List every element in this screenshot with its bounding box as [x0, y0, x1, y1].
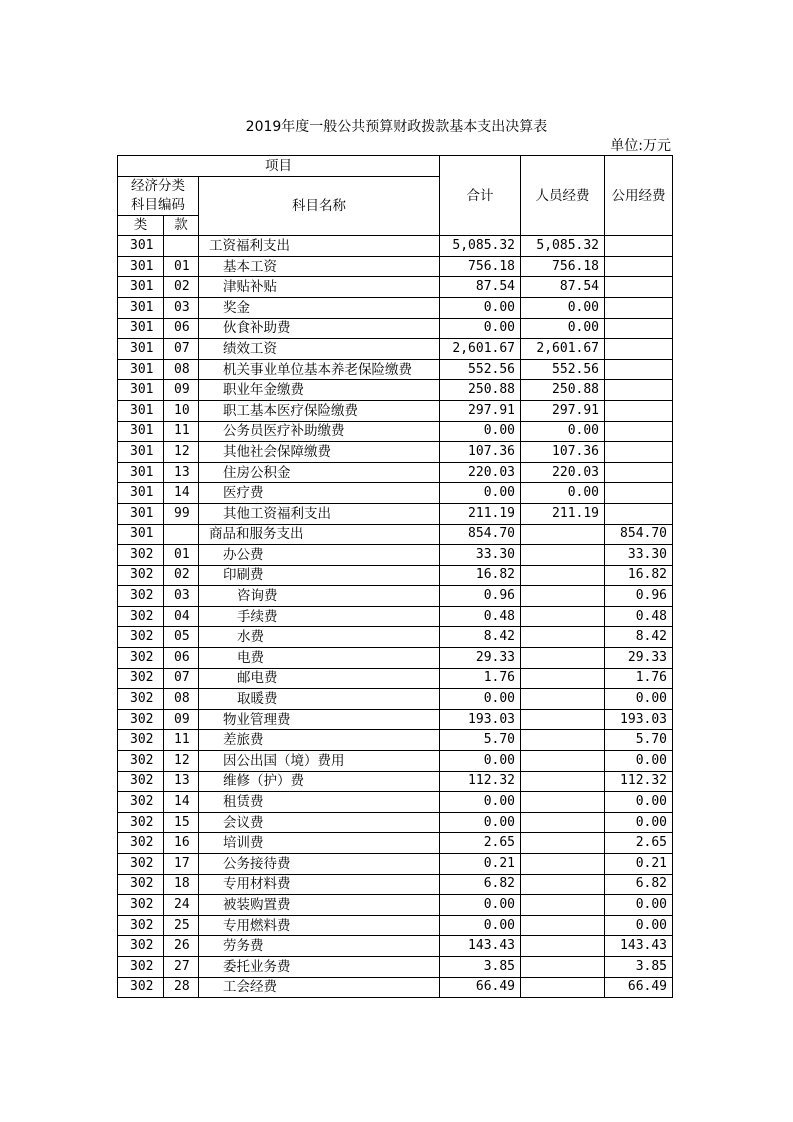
cell-item-name: 会议费	[199, 812, 440, 833]
cell-item-name: 工资福利支出	[199, 236, 440, 257]
cell-subcategory: 13	[164, 462, 199, 483]
table-row	[118, 936, 673, 957]
table-row	[118, 380, 673, 401]
cell-public	[605, 339, 673, 360]
cell-item-name: 培训费	[199, 833, 440, 854]
cell-item-name: 职工基本医疗保险缴费	[199, 400, 440, 421]
cell-personnel	[521, 586, 605, 607]
cell-subcategory: 11	[164, 730, 199, 751]
cell-total: 193.03	[440, 709, 521, 730]
table-row	[118, 668, 673, 689]
cell-subcategory: 14	[164, 792, 199, 813]
cell-subcategory: 15	[164, 812, 199, 833]
cell-item-name: 商品和服务支出	[199, 524, 440, 545]
cell-subcategory: 25	[164, 915, 199, 936]
cell-personnel: 220.03	[521, 462, 605, 483]
cell-subcategory: 10	[164, 400, 199, 421]
cell-subcategory: 05	[164, 627, 199, 648]
cell-personnel	[521, 648, 605, 669]
cell-subcategory: 14	[164, 483, 199, 504]
cell-item-name: 因公出国（境）费用	[199, 751, 440, 772]
cell-personnel	[521, 874, 605, 895]
cell-personnel: 756.18	[521, 256, 605, 277]
cell-category: 302	[118, 606, 164, 627]
cell-subcategory: 07	[164, 339, 199, 360]
cell-public: 112.32	[605, 771, 673, 792]
cell-subcategory: 02	[164, 277, 199, 298]
cell-item-name: 住房公积金	[199, 462, 440, 483]
cell-item-name: 机关事业单位基本养老保险缴费	[199, 359, 440, 380]
table-row	[118, 771, 673, 792]
cell-public	[605, 380, 673, 401]
cell-category: 302	[118, 545, 164, 566]
cell-total: 143.43	[440, 936, 521, 957]
cell-public: 0.00	[605, 915, 673, 936]
table-row	[118, 730, 673, 751]
header-code-group-line1: 经济分类	[131, 177, 185, 194]
cell-category: 302	[118, 936, 164, 957]
table-row	[118, 833, 673, 854]
cell-public	[605, 318, 673, 339]
cell-public: 2.65	[605, 833, 673, 854]
table-row	[118, 400, 673, 421]
table-row	[118, 483, 673, 504]
cell-total: 5,085.32	[440, 236, 521, 257]
cell-public: 3.85	[605, 956, 673, 977]
table-row	[118, 421, 673, 442]
header-kuan: 款	[164, 215, 199, 236]
header-code-group-line2: 科目编码	[131, 196, 185, 213]
cell-category: 302	[118, 977, 164, 998]
cell-subcategory: 12	[164, 442, 199, 463]
cell-total: 3.85	[440, 956, 521, 977]
cell-category: 301	[118, 483, 164, 504]
cell-item-name: 职业年金缴费	[199, 380, 440, 401]
cell-category: 302	[118, 586, 164, 607]
cell-subcategory: 09	[164, 709, 199, 730]
table-row	[118, 339, 673, 360]
cell-subcategory: 24	[164, 895, 199, 916]
table-row	[118, 236, 673, 257]
cell-personnel	[521, 689, 605, 710]
cell-item-name: 印刷费	[199, 565, 440, 586]
table-row	[118, 256, 673, 277]
table-row	[118, 977, 673, 998]
cell-total: 5.70	[440, 730, 521, 751]
cell-personnel	[521, 977, 605, 998]
cell-total: 756.18	[440, 256, 521, 277]
cell-public: 33.30	[605, 545, 673, 566]
cell-total: 0.00	[440, 483, 521, 504]
cell-subcategory: 99	[164, 503, 199, 524]
cell-total: 0.00	[440, 421, 521, 442]
table-row	[118, 689, 673, 710]
cell-category: 302	[118, 668, 164, 689]
table-row	[118, 792, 673, 813]
cell-item-name: 绩效工资	[199, 339, 440, 360]
cell-total: 0.48	[440, 606, 521, 627]
cell-subcategory: 02	[164, 565, 199, 586]
table-row	[118, 565, 673, 586]
cell-personnel	[521, 606, 605, 627]
cell-subcategory: 07	[164, 668, 199, 689]
cell-category: 302	[118, 730, 164, 751]
cell-public	[605, 359, 673, 380]
cell-personnel: 552.56	[521, 359, 605, 380]
cell-category: 302	[118, 812, 164, 833]
table-body	[118, 156, 673, 998]
header-item: 项目	[118, 156, 440, 177]
cell-item-name: 工会经费	[199, 977, 440, 998]
cell-item-name: 伙食补助费	[199, 318, 440, 339]
header-code-group	[118, 176, 199, 215]
cell-item-name: 取暖费	[199, 689, 440, 710]
cell-total: 29.33	[440, 648, 521, 669]
cell-personnel	[521, 771, 605, 792]
cell-subcategory: 09	[164, 380, 199, 401]
cell-personnel	[521, 709, 605, 730]
cell-category: 301	[118, 400, 164, 421]
cell-subcategory: 03	[164, 586, 199, 607]
header-name: 科目名称	[199, 176, 440, 236]
cell-total: 107.36	[440, 442, 521, 463]
cell-category: 301	[118, 442, 164, 463]
cell-item-name: 被装购置费	[199, 895, 440, 916]
header-personnel: 人员经费	[521, 156, 605, 236]
budget-table	[117, 155, 673, 998]
cell-public: 0.00	[605, 792, 673, 813]
cell-total: 552.56	[440, 359, 521, 380]
cell-category: 301	[118, 277, 164, 298]
table-row	[118, 915, 673, 936]
cell-personnel: 2,601.67	[521, 339, 605, 360]
table-row	[118, 854, 673, 875]
cell-public	[605, 442, 673, 463]
cell-personnel	[521, 627, 605, 648]
cell-public	[605, 462, 673, 483]
cell-subcategory: 26	[164, 936, 199, 957]
cell-category: 301	[118, 462, 164, 483]
table-row	[118, 751, 673, 772]
cell-public	[605, 277, 673, 298]
table-row	[118, 874, 673, 895]
cell-public: 193.03	[605, 709, 673, 730]
cell-subcategory: 16	[164, 833, 199, 854]
unit-label: 单位:万元	[610, 138, 671, 154]
table-row	[118, 812, 673, 833]
cell-personnel	[521, 545, 605, 566]
cell-total: 0.00	[440, 812, 521, 833]
cell-category: 302	[118, 709, 164, 730]
cell-public: 0.00	[605, 689, 673, 710]
cell-item-name: 差旅费	[199, 730, 440, 751]
cell-total: 854.70	[440, 524, 521, 545]
cell-category: 302	[118, 833, 164, 854]
cell-personnel	[521, 565, 605, 586]
table-row	[118, 648, 673, 669]
cell-subcategory: 12	[164, 751, 199, 772]
cell-item-name: 物业管理费	[199, 709, 440, 730]
cell-personnel	[521, 895, 605, 916]
cell-subcategory	[164, 524, 199, 545]
cell-public	[605, 297, 673, 318]
cell-public: 16.82	[605, 565, 673, 586]
table-row	[118, 606, 673, 627]
cell-total: 0.21	[440, 854, 521, 875]
cell-total: 6.82	[440, 874, 521, 895]
table-title: 2019年度一般公共预算财政拨款基本支出决算表	[245, 119, 548, 135]
table-row	[118, 503, 673, 524]
cell-subcategory: 27	[164, 956, 199, 977]
cell-personnel: 211.19	[521, 503, 605, 524]
cell-public: 5.70	[605, 730, 673, 751]
cell-subcategory	[164, 236, 199, 257]
cell-total: 0.96	[440, 586, 521, 607]
cell-item-name: 咨询费	[199, 586, 440, 607]
cell-item-name: 租赁费	[199, 792, 440, 813]
cell-personnel: 5,085.32	[521, 236, 605, 257]
table-row	[118, 277, 673, 298]
cell-category: 301	[118, 256, 164, 277]
cell-personnel: 0.00	[521, 318, 605, 339]
cell-public: 0.96	[605, 586, 673, 607]
cell-item-name: 手续费	[199, 606, 440, 627]
cell-public	[605, 236, 673, 257]
header-row-1	[118, 156, 673, 177]
cell-personnel	[521, 833, 605, 854]
cell-total: 211.19	[440, 503, 521, 524]
cell-public: 0.21	[605, 854, 673, 875]
table-row	[118, 442, 673, 463]
cell-public: 0.48	[605, 606, 673, 627]
cell-total: 87.54	[440, 277, 521, 298]
header-public: 公用经费	[605, 156, 673, 236]
cell-category: 302	[118, 915, 164, 936]
cell-item-name: 办公费	[199, 545, 440, 566]
cell-subcategory: 11	[164, 421, 199, 442]
cell-subcategory: 03	[164, 297, 199, 318]
cell-public: 29.33	[605, 648, 673, 669]
cell-personnel: 0.00	[521, 421, 605, 442]
cell-personnel: 250.88	[521, 380, 605, 401]
cell-personnel: 297.91	[521, 400, 605, 421]
cell-category: 301	[118, 524, 164, 545]
cell-subcategory: 06	[164, 318, 199, 339]
cell-total: 1.76	[440, 668, 521, 689]
header-lei: 类	[118, 215, 164, 236]
cell-personnel: 0.00	[521, 297, 605, 318]
table-row	[118, 297, 673, 318]
cell-public: 0.00	[605, 895, 673, 916]
cell-item-name: 电费	[199, 648, 440, 669]
cell-personnel	[521, 956, 605, 977]
cell-item-name: 水费	[199, 627, 440, 648]
cell-category: 301	[118, 421, 164, 442]
cell-category: 302	[118, 895, 164, 916]
table-row	[118, 586, 673, 607]
cell-public: 8.42	[605, 627, 673, 648]
cell-subcategory: 01	[164, 256, 199, 277]
cell-category: 302	[118, 771, 164, 792]
cell-category: 301	[118, 359, 164, 380]
cell-total: 0.00	[440, 318, 521, 339]
table-row	[118, 524, 673, 545]
cell-public: 143.43	[605, 936, 673, 957]
cell-personnel	[521, 751, 605, 772]
cell-item-name: 邮电费	[199, 668, 440, 689]
table-row	[118, 956, 673, 977]
cell-total: 112.32	[440, 771, 521, 792]
cell-item-name: 专用燃料费	[199, 915, 440, 936]
cell-personnel	[521, 915, 605, 936]
cell-category: 301	[118, 380, 164, 401]
cell-public	[605, 400, 673, 421]
cell-personnel	[521, 668, 605, 689]
cell-category: 302	[118, 565, 164, 586]
cell-subcategory: 04	[164, 606, 199, 627]
cell-personnel: 107.36	[521, 442, 605, 463]
cell-public: 854.70	[605, 524, 673, 545]
cell-public	[605, 256, 673, 277]
cell-total: 0.00	[440, 915, 521, 936]
cell-personnel	[521, 524, 605, 545]
cell-subcategory: 28	[164, 977, 199, 998]
cell-total: 297.91	[440, 400, 521, 421]
cell-category: 302	[118, 792, 164, 813]
cell-subcategory: 08	[164, 359, 199, 380]
cell-total: 8.42	[440, 627, 521, 648]
cell-category: 301	[118, 339, 164, 360]
cell-item-name: 其他社会保障缴费	[199, 442, 440, 463]
cell-total: 0.00	[440, 297, 521, 318]
cell-item-name: 其他工资福利支出	[199, 503, 440, 524]
cell-category: 302	[118, 627, 164, 648]
cell-personnel	[521, 854, 605, 875]
cell-category: 302	[118, 874, 164, 895]
table-row	[118, 627, 673, 648]
cell-item-name: 专用材料费	[199, 874, 440, 895]
cell-public: 6.82	[605, 874, 673, 895]
cell-item-name: 公务接待费	[199, 854, 440, 875]
cell-subcategory: 18	[164, 874, 199, 895]
cell-category: 301	[118, 503, 164, 524]
table-row	[118, 895, 673, 916]
cell-total: 0.00	[440, 751, 521, 772]
cell-public	[605, 421, 673, 442]
cell-item-name: 公务员医疗补助缴费	[199, 421, 440, 442]
cell-public	[605, 483, 673, 504]
cell-subcategory: 01	[164, 545, 199, 566]
cell-item-name: 劳务费	[199, 936, 440, 957]
cell-personnel	[521, 812, 605, 833]
table-row	[118, 709, 673, 730]
cell-item-name: 津贴补贴	[199, 277, 440, 298]
cell-personnel: 0.00	[521, 483, 605, 504]
cell-total: 250.88	[440, 380, 521, 401]
cell-category: 301	[118, 318, 164, 339]
table-row	[118, 462, 673, 483]
cell-public: 0.00	[605, 812, 673, 833]
cell-item-name: 基本工资	[199, 256, 440, 277]
cell-public: 66.49	[605, 977, 673, 998]
cell-personnel	[521, 936, 605, 957]
cell-item-name: 维修（护）费	[199, 771, 440, 792]
cell-personnel	[521, 792, 605, 813]
cell-total: 0.00	[440, 792, 521, 813]
cell-category: 302	[118, 648, 164, 669]
cell-category: 302	[118, 956, 164, 977]
cell-total: 2.65	[440, 833, 521, 854]
cell-item-name: 委托业务费	[199, 956, 440, 977]
cell-personnel: 87.54	[521, 277, 605, 298]
header-total: 合计	[440, 156, 521, 236]
cell-subcategory: 17	[164, 854, 199, 875]
cell-category: 301	[118, 236, 164, 257]
cell-total: 16.82	[440, 565, 521, 586]
cell-total: 0.00	[440, 689, 521, 710]
cell-public	[605, 503, 673, 524]
cell-item-name: 奖金	[199, 297, 440, 318]
cell-category: 302	[118, 689, 164, 710]
cell-subcategory: 13	[164, 771, 199, 792]
cell-subcategory: 06	[164, 648, 199, 669]
cell-category: 301	[118, 297, 164, 318]
table-row	[118, 318, 673, 339]
cell-public: 1.76	[605, 668, 673, 689]
cell-total: 2,601.67	[440, 339, 521, 360]
cell-total: 33.30	[440, 545, 521, 566]
cell-total: 220.03	[440, 462, 521, 483]
table-row	[118, 545, 673, 566]
cell-category: 302	[118, 751, 164, 772]
cell-category: 302	[118, 854, 164, 875]
cell-personnel	[521, 730, 605, 751]
cell-total: 0.00	[440, 895, 521, 916]
table-row	[118, 359, 673, 380]
cell-public: 0.00	[605, 751, 673, 772]
cell-item-name: 医疗费	[199, 483, 440, 504]
cell-subcategory: 08	[164, 689, 199, 710]
cell-total: 66.49	[440, 977, 521, 998]
